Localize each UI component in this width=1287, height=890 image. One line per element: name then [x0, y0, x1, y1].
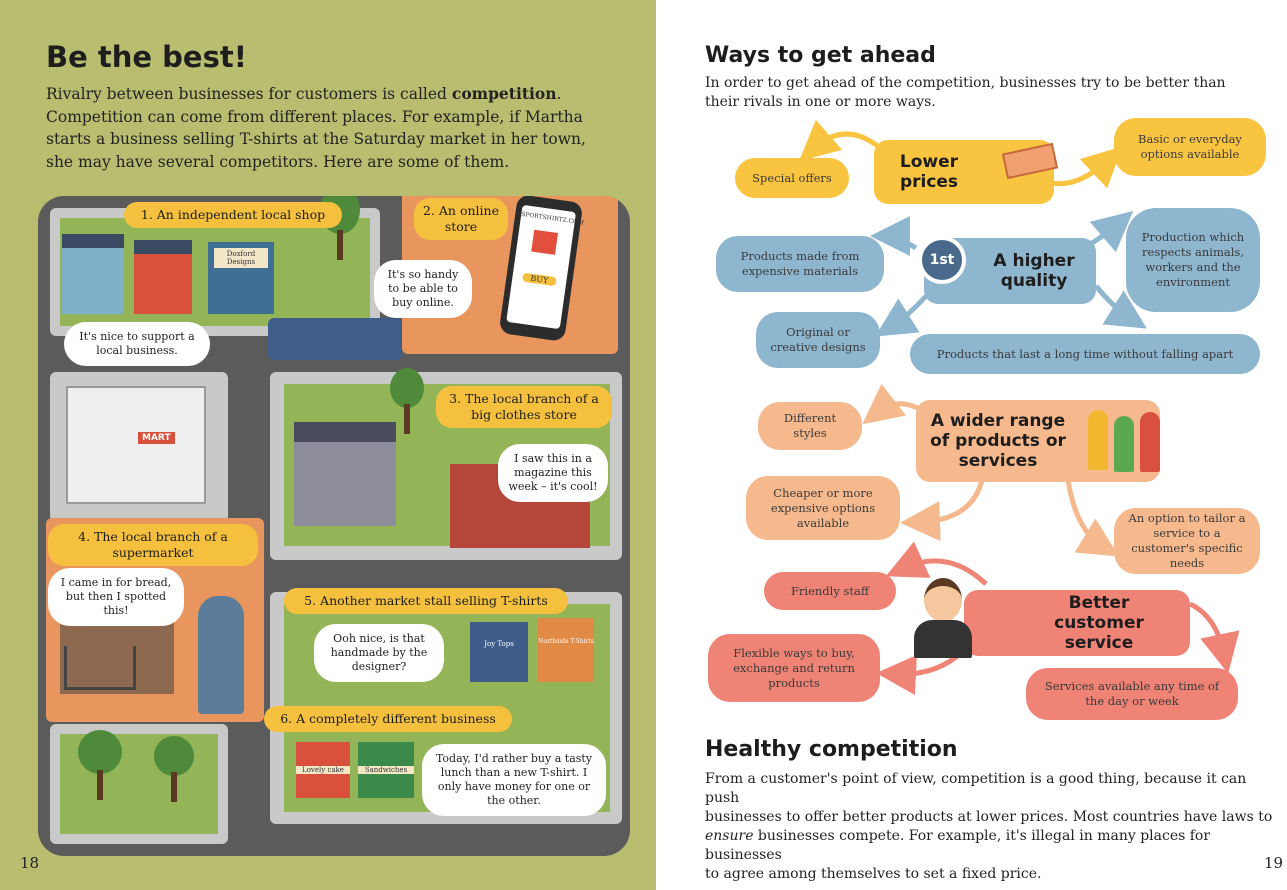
tree [154, 736, 194, 806]
point-friendly-staff: Friendly staff [764, 572, 896, 610]
blue-house [62, 234, 124, 314]
competitor-label-2: 2. An online store [414, 198, 508, 240]
tshirt-icon [531, 230, 558, 255]
market-stall-2 [538, 618, 594, 682]
phone-agent-icon [912, 574, 974, 658]
shop-sign: Doxford Designs [214, 248, 268, 268]
competitor-label-1: 1. An independent local shop [124, 202, 342, 228]
town-map-illustration [38, 196, 630, 856]
speech-bubble-5: Ooh nice, is that handmade by the designer? [314, 624, 444, 682]
stall-3-sign: Lovely cake [296, 766, 350, 774]
point-price-options: Cheaper or more expensive options available [746, 476, 900, 540]
healthy-line-1: From a customer's point of view, competition is a good thing, because it can push [705, 771, 1247, 806]
point-tailored-service: An option to tailor a service to a customer's specific needs [1114, 508, 1260, 574]
hub-customer-service-label: Better customer service [1054, 593, 1144, 653]
shopping-cart [64, 646, 136, 690]
stall-2-sign: Northside T-Shirts [538, 638, 594, 645]
point-basic-options: Basic or everyday options available [1114, 118, 1266, 176]
tree [78, 730, 122, 806]
point-available-anytime: Services available any time of the day or week [1026, 668, 1238, 720]
market-stall-1 [470, 622, 528, 682]
stall-4-sign: Sandwiches [358, 766, 414, 774]
point-special-offers: Special offers [735, 158, 849, 198]
shopper-man [198, 596, 244, 714]
point-flexible-ways: Flexible ways to buy, exchange and return products [708, 634, 880, 702]
healthy-emphasis: ensure [705, 828, 754, 844]
page-title-right: Ways to get ahead [705, 43, 936, 68]
healthy-line-2: businesses to offer better products at lower prices. Most countries have laws to [705, 809, 1273, 825]
bus [268, 318, 402, 360]
buy-button[interactable]: BUY [522, 273, 557, 287]
healthy-competition-heading: Healthy competition [705, 737, 958, 762]
grey-house [294, 422, 396, 526]
market-stall-4 [358, 742, 414, 798]
intro-text-4: starts a business selling T-shirts at the Saturday market in her town, [46, 130, 586, 148]
right-intro: In order to get ahead of the competition, businesses try to be better than their rivals in one or more ways. [705, 75, 1226, 110]
competitor-label-5: 5. Another market stall selling T-shirts [284, 588, 568, 614]
competitor-label-4: 4. The local branch of a supermarket [48, 524, 258, 566]
right-page [656, 0, 1287, 890]
phone-site-name: SPORTSHIRTZ.COM [520, 210, 585, 227]
healthy-competition-text [705, 770, 1275, 884]
market-stall-3 [296, 742, 350, 798]
supermarket-building [66, 386, 206, 504]
speech-bubble-6: Today, I'd rather buy a tasty lunch than a new T-shirt. I only have money for one or the other. [422, 744, 606, 816]
intro-text-1: Rivalry between businesses for customers is called [46, 85, 452, 103]
point-long-lasting: Products that last a long time without falling apart [910, 334, 1260, 374]
point-different-styles: Different styles [758, 402, 862, 450]
point-creative-designs: Original or creative designs [756, 312, 880, 368]
hub-wider-range-label: A wider range of products or services [930, 411, 1066, 471]
point-ethical-production: Production which respects animals, workers and the environment [1126, 208, 1260, 312]
mart-sign: MART [138, 432, 175, 444]
stall-1-sign: Joy Tops [484, 640, 514, 648]
phone-screen [506, 205, 585, 329]
intro-text-2: . [556, 85, 562, 103]
point-expensive-materials: Products made from expensive materials [716, 236, 884, 292]
page-number-left: 18 [20, 854, 40, 872]
rosette-badge-text: 1st [929, 252, 955, 268]
page-title-left: Be the best! [46, 40, 247, 74]
competitor-label-3: 3. The local branch of a big clothes store [436, 386, 612, 428]
page-number-right: 19 [1264, 854, 1284, 872]
speech-bubble-2: It's so handy to be able to buy online. [374, 260, 472, 318]
intro-keyword: competition [451, 84, 557, 103]
shop-building [208, 242, 274, 314]
left-intro [46, 83, 646, 173]
speech-bubble-4: I came in for bread, but then I spotted this! [48, 568, 184, 626]
speech-bubble-3: I saw this in a magazine this week – it's cool! [498, 444, 608, 502]
people-group-icon [1084, 404, 1164, 476]
competitor-label-6: 6. A completely different business [264, 706, 512, 732]
rosette-icon [918, 236, 966, 284]
hub-lower-prices-label: Lower prices [899, 152, 959, 192]
healthy-line-4: to agree among themselves to set a fixed price. [705, 866, 1042, 882]
tree [390, 368, 424, 438]
healthy-line-3: businesses compete. For example, it's illegal in many places for businesses [705, 828, 1211, 863]
intro-text-3: Competition can come from different places. For example, if Martha [46, 107, 583, 126]
hub-higher-quality-label: A higher quality [993, 251, 1075, 291]
speech-bubble-1: It's nice to support a local business. [64, 322, 210, 366]
hub-customer-service [964, 590, 1190, 656]
intro-text-5: she may have several competitors. Here are some of them. [46, 152, 510, 171]
red-house [134, 240, 192, 314]
